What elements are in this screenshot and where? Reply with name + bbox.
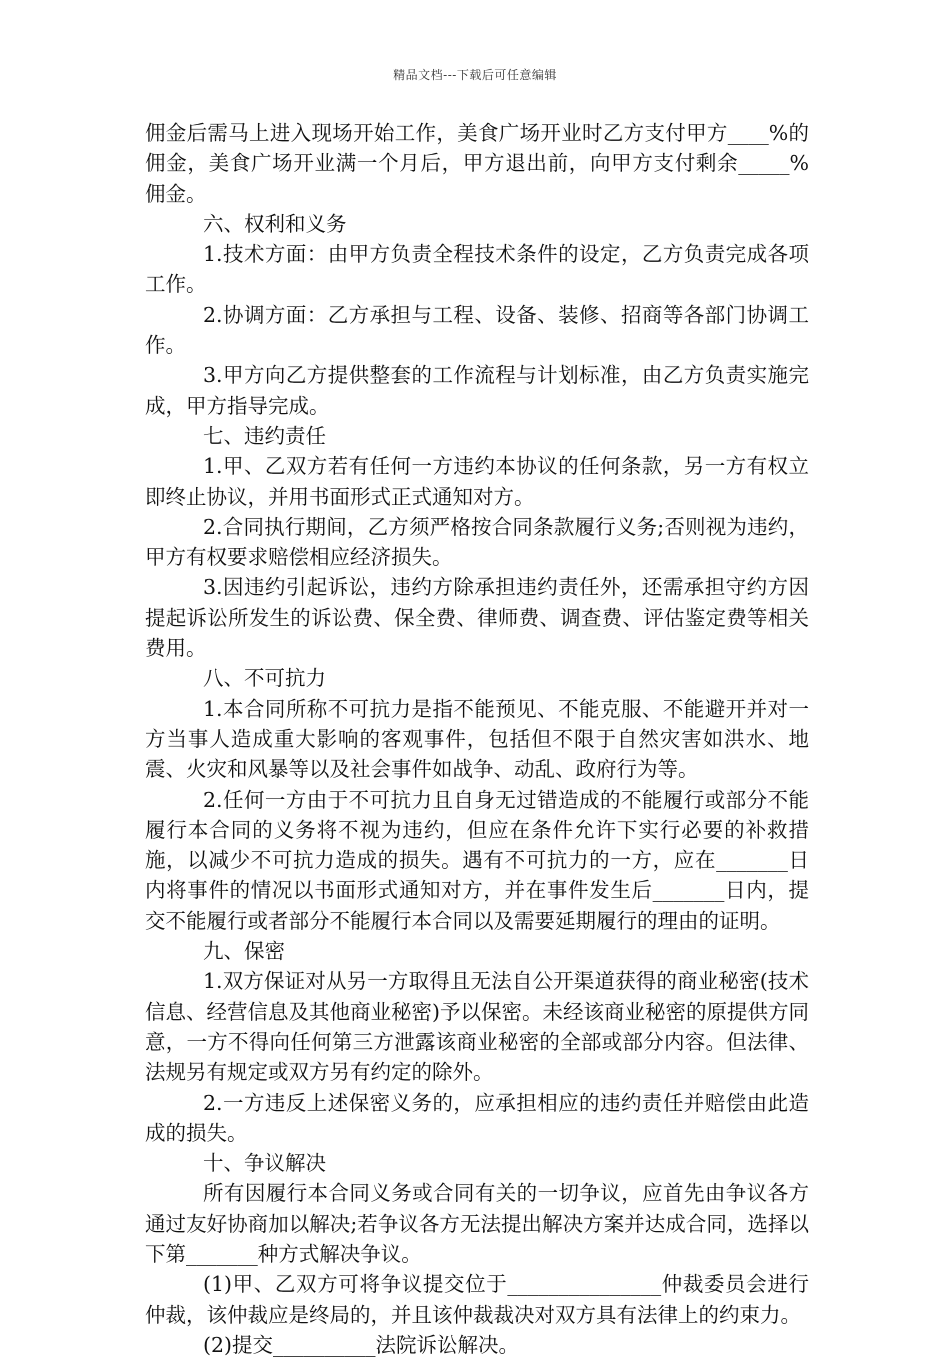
paragraph-dispute-intro: 所有因履行本合同义务或合同有关的一切争议，应首先由争议各方通过友好协商加以解决;若争议各方无法提出解决方案并达成合同，选择以下第_______种方式解决争议。 <box>145 1181 809 1266</box>
paragraph-rights-3: 3.甲方向乙方提供整套的工作流程与计划标准，由乙方负责实施完成，甲方指导完成。 <box>145 363 809 418</box>
paragraph-dispute-arbitration: (1)甲、乙双方可将争议提交位于_______________仲裁委员会进行仲裁，该仲裁应是终局的，并且该仲裁裁决对双方具有法律上的约束力。 <box>145 1272 809 1327</box>
paragraph-dispute-court: (2)提交__________法院诉讼解决。 <box>203 1332 520 1357</box>
paragraph-breach-3: 3.因违约引起诉讼，违约方除承担违约责任外，还需承担守约方因提起诉讼所发生的诉讼费、保全费、律师费、调查费、评估鉴定费等相关费用。 <box>145 575 809 661</box>
paragraph-rights-2: 2.协调方面：乙方承担与工程、设备、装修、招商等各部门协调工作。 <box>145 302 809 358</box>
paragraph-confidentiality-1: 1.双方保证对从另一方取得且无法自公开渠道获得的商业秘密(技术信息、经营信息及其他商业秘密)予以保密。未经该商业秘密的原提供方同意，一方不得向任何第三方泄露该商业秘密的全部或部分内容。但法律、法规另有规定或双方另有约定的除外。 <box>145 969 809 1085</box>
section-heading-breach: 七、违约责任 <box>203 423 326 448</box>
paragraph-confidentiality-2: 2.一方违反上述保密义务的，应承担相应的违约责任并赔偿由此造成的损失。 <box>145 1090 809 1145</box>
paragraph-force-majeure-1: 1.本合同所称不可抗力是指不能预见、不能克服、不能避开并对一方当事人造成重大影响的客观事件，包括但不限于自然灾害如洪水、地震、火灾和风暴等以及社会事件如战争、动乱、政府行为等。 <box>145 696 809 782</box>
paragraph-commission: 佣金后需马上进入现场开始工作，美食广场开业时乙方支付甲方____%的佣金，美食广场开业满一个月后，甲方退出前，向甲方支付剩余_____%佣金。 <box>145 121 809 206</box>
document-body <box>145 118 809 1360</box>
section-heading-confidentiality: 九、保密 <box>203 939 285 964</box>
paragraph-breach-1: 1.甲、乙双方若有任何一方违约本协议的任何条款，另一方有权立即终止协议，并用书面形式正式通知对方。 <box>145 454 809 509</box>
section-heading-rights: 六、权利和义务 <box>203 211 347 236</box>
section-heading-dispute: 十、争议解决 <box>203 1151 326 1176</box>
section-heading-force-majeure: 八、不可抗力 <box>203 666 326 691</box>
paragraph-rights-1: 1.技术方面：由甲方负责全程技术条件的设定，乙方负责完成各项工作。 <box>145 242 809 297</box>
page-header: 精品文档---下载后可任意编辑 <box>393 68 557 82</box>
paragraph-breach-2: 2.合同执行期间，乙方须严格按合同条款履行义务;否则视为违约，甲方有权要求赔偿相应经济损失。 <box>145 514 809 570</box>
paragraph-force-majeure-2: 2.任何一方由于不可抗力且自身无过错造成的不能履行或部分不能履行本合同的义务将不视为违约，但应在条件允许下实行必要的补救措施，以减少不可抗力造成的损失。遇有不可抗力的一方，应在_______日内将事件的情况以书面形式通知对方，并在事件发生后_______日内，提交不能履行或者部分不能履行本合同以及需要延期履行的理由的证明。 <box>145 787 809 933</box>
